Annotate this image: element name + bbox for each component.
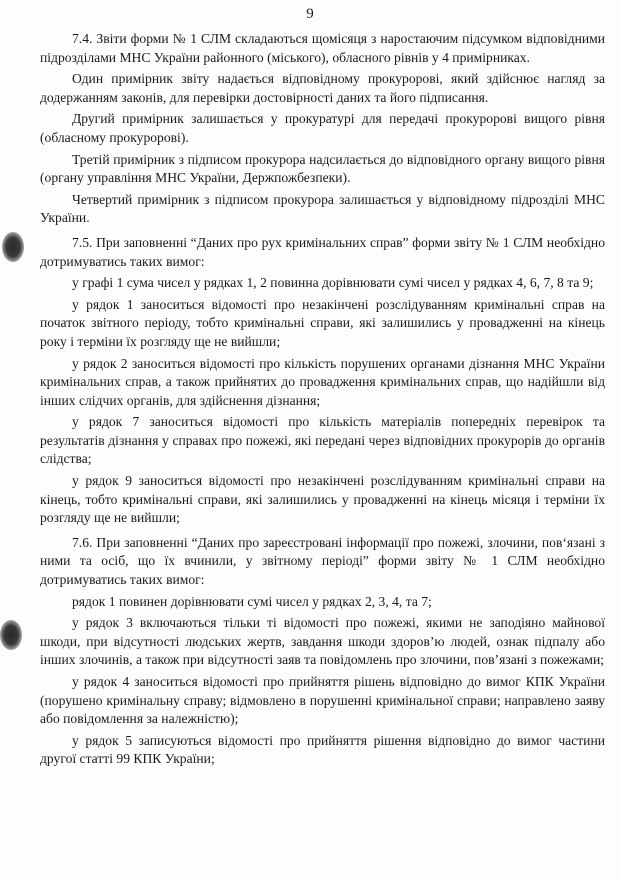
paragraph: Третій примірник з підписом прокурора надсилається до відповідного органу вищого рівня (органу управління МНС України, Держпожбезпеки).	[40, 151, 605, 186]
paragraph: у рядок 7 заноситься відомості про кількість матеріалів попередніх перевірок та результатів дізнання у справах про пожежі, які передані через відповідних прокурорів до органів слідства;	[40, 414, 605, 467]
paragraph: Другий примірник залишається у прокуратурі для передачі прокуророві вищого рівня (обласному прокуророві).	[40, 111, 605, 145]
paragraph: у рядок 2 заноситься відомості про кількість порушених органами дізнання МНС України кримінальних справ, а також прийнятих до провадження кримінальних справ, що надійшли від інших слідчих органів, для здійснення дізнання;	[40, 355, 605, 408]
punch-hole-mark	[0, 620, 22, 650]
page-number: 9	[306, 6, 314, 22]
paragraph: Один примірник звіту надається відповідному прокуророві, який здійснює нагляд за додержанням законів, для перевірки достовірності даних та його підписання.	[40, 71, 605, 105]
paragraph-7-6: 7.6. При заповненні “Даних про зареєстровані інформації про пожежі, злочини, пов‘язані з ними та осіб, що їх вчинили, у звітному періоді” форми звіту № 1 СЛМ необхідно дотримуватись таких вимог:	[40, 534, 605, 588]
paragraph: Четвертий примірник з підписом прокурора залишається у відповідному підрозділі МНС України.	[40, 191, 605, 226]
punch-hole-mark	[2, 232, 24, 262]
paragraph-7-4: 7.4. Звіти форми № 1 СЛМ складаються щомісяця з наростаючим підсумком відповідними підрозділами МНС України районного (міського), обласного рівнів у 4 примірниках.	[40, 31, 605, 65]
paragraph: у графі 1 сума чисел у рядках 1, 2 повинна дорівнювати сумі чисел у рядках 4, 6, 7, 8 та 9;	[72, 275, 594, 291]
paragraph: у рядок 9 заноситься відомості про незакінчені розслідуванням кримінальні справи на кінець, тобто кримінальні справи, які залишились у провадженні на кінець місяця і терміни їх розгляду ще не вийшли;	[40, 473, 605, 526]
paragraph-7-5: 7.5. При заповненні “Даних про рух кримінальних справ” форми звіту № 1 СЛМ необхідно дотримуватись таких вимог:	[40, 234, 605, 269]
document-body	[40, 30, 605, 769]
paragraph: у рядок 1 заноситься відомості про незакінчені розслідуванням кримінальні справ на початок звітного періоду, тобто кримінальні справи, які залишились у провадженні на кінець року і терміни їх розгляду ще не вийшли;	[40, 296, 605, 349]
paragraph: у рядок 4 заноситься відомості про прийняття рішень відповідно до вимог КПК України (порушено кримінальну справу; відмовлено в порушенні кримінальної справи; направлено заяву або повідомлення за належністю);	[40, 674, 605, 727]
paragraph: рядок 1 повинен дорівнювати сумі чисел у рядках 2, 3, 4, та 7;	[72, 593, 432, 609]
paragraph: у рядок 5 записуються відомості про прийняття рішення відповідно до вимог частини другої статті 99 КПК України;	[40, 732, 605, 767]
paragraph: у рядок 3 включаються тільки ті відомості про пожежі, якими не заподіяно майнової шкоди, при відсутності людських жертв, завдання шкоди здоров’ю людей, ознак підпалу або інших злочинів, а також при відсутності заяв та повідомлень про злочини, пов’язані з пожежами;	[40, 615, 605, 668]
